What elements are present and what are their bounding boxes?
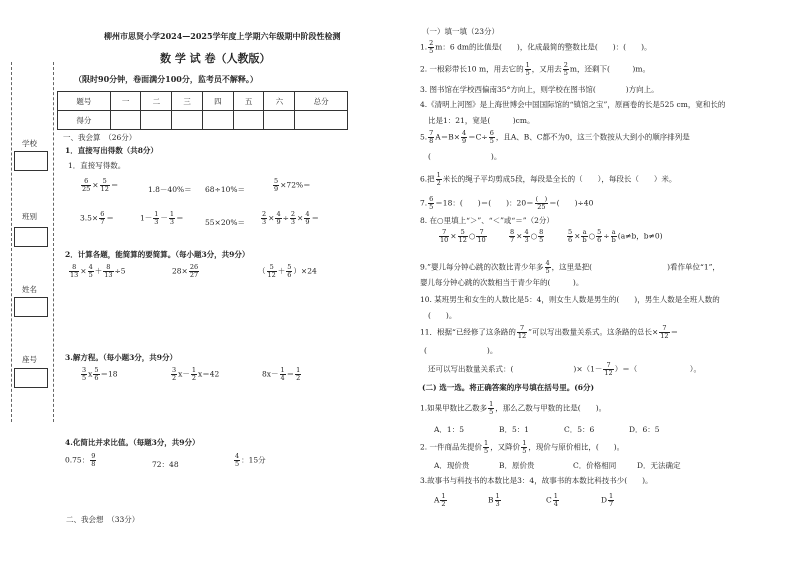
c1-text: 1.如果甲数比乙数多 <box>420 403 488 413</box>
ratio-text: 0.75： <box>65 455 90 465</box>
q5-num: 5. <box>420 132 428 142</box>
part2-heading: 二、我会想 （33分） <box>66 515 140 524</box>
score-cell: 五 <box>233 92 264 111</box>
q5-text: ，且A、B、C都不为0，这三个数按从大到小的顺序排列是 <box>495 132 690 142</box>
seat-field[interactable] <box>14 368 48 388</box>
exam-subtitle: 数 学 试 卷（人教版） <box>160 52 271 65</box>
class-label: 班别 <box>22 212 37 221</box>
score-cell: 得分 <box>58 111 111 130</box>
q11-text: ＝ <box>670 327 679 337</box>
equation-text: x＝42 <box>198 369 220 379</box>
q11-text: ）＝（ ）。 <box>614 364 701 374</box>
score-cell: 总分 <box>295 92 348 111</box>
score-cell: 题号 <box>58 92 111 111</box>
score-input[interactable] <box>233 111 264 130</box>
score-table <box>57 91 348 130</box>
seat-label: 座号 <box>22 355 37 364</box>
q11-line1: 11．根据“已经修了这条路的 $\frac{7}{12}$ ”可以写出数量关系式。这条路的总长× $\frac{7}{12}$ ＝ <box>420 324 679 340</box>
simplify-item: 28× $\frac{26}{27}$ <box>172 263 199 279</box>
q6-text: 米长的绳子平均剪成5段，每段是全长的（ ），每段长（ ）米。 <box>442 174 677 184</box>
score-input[interactable] <box>202 111 233 130</box>
q6: 6.把 $\frac{1}{2}$ 米长的绳子平均剪成5段，每段是全长的（ ），每段长（ ）米。 <box>420 171 677 187</box>
q8-compare: $\frac{8}{7}$ × $\frac{4}{3}$ ○ $\frac{8}{5}$ <box>510 228 544 244</box>
q2: 2. 一根彩带长10 m，用去它的 $\frac{1}{5}$ ，又用去 $\frac{2}{5}$ m，还剩下( )m。 <box>420 61 650 77</box>
exam-note: （限时90分钟，卷面满分100分，监考员不解释。） <box>74 74 258 84</box>
c2-option[interactable]: B．原价贵 <box>499 461 535 470</box>
q8-compare: $\frac{5}{6}$ × $\frac{a}{b}$ ○ $\frac{5}{6}$ ÷ $\frac{a}{b}$ (a≠b，b≠0) <box>568 228 663 244</box>
c3-letter: B <box>488 495 494 505</box>
c2-text: ，又降价 <box>490 442 521 452</box>
q1: 1. $\frac{2}{5}$ m：6 dm的比值是( )，化成最简的整数比是( )：( )。 <box>420 39 652 55</box>
q10-line1: 10. 某班男生和女生的人数比是5：4，则女生人数是男生的( )，男生人数是全班人数的 <box>420 295 720 304</box>
section1-title: 1．直接写出得数（共8分） <box>65 146 158 155</box>
q11-line3: 还可以写出数量关系式：( )×（1－ $\frac{7}{12}$ ）＝（ ）。 <box>428 361 701 377</box>
calc-item: 1.8－40%＝ <box>148 185 192 194</box>
q11-text: 还可以写出数量关系式：( )×（1－ <box>428 364 603 374</box>
c1-option[interactable]: C．5：6 <box>564 425 595 434</box>
equation-item: 8x－ $\frac{1}{4}$ ＝ $\frac{1}{2}$ <box>262 366 301 382</box>
exam-title: 柳州市思贤小学2024—2025学年度上学期六年级期中阶段性检测 <box>104 31 341 41</box>
score-cell: 六 <box>264 92 295 111</box>
score-input[interactable] <box>110 111 141 130</box>
q4-line1: 4.《清明上河图》是上海世博会中国国际馆的“镇馆之宝”，原画卷的长是525 cm，宽和长的 <box>420 100 726 109</box>
q5: 5. $\frac{7}{8}$ A＝B× $\frac{4}{9}$ ＝C÷ $\frac{6}{5}$ ，且A、B、C都不为0，这三个数按从大到小的顺序排列是 <box>420 129 690 145</box>
c1-option[interactable]: B．5：1 <box>499 425 530 434</box>
equation-text: 8x－ <box>262 369 279 379</box>
equation-item: $\frac{3}{2}$ x－ $\frac{1}{2}$ x＝42 <box>172 366 220 382</box>
c2-text: ，现价与原价相比，( )。 <box>528 442 625 452</box>
section4-title: 4.化简比并求比值。（每题3分，共9分） <box>65 438 200 447</box>
simplify-item: $\frac{8}{13}$ × $\frac{4}{5}$ ＋ $\frac{8}{13}$ ÷5 <box>70 263 126 279</box>
choice-heading: (二) 选一选。将正确答案的序号填在括号里。(6分) <box>422 383 595 392</box>
q1-text: m：6 dm的比值是( )，化成最简的整数比是( )：( )。 <box>435 42 652 52</box>
calc-item: $\frac{6}{25}$ × $\frac{5}{12}$ ＝ <box>82 177 119 193</box>
score-cell: 三 <box>172 92 203 111</box>
c3-letter: A <box>434 495 440 505</box>
c1-option[interactable]: D．6：5 <box>629 425 660 434</box>
calc-item: $\frac{5}{9}$ ×72%＝ <box>274 177 311 193</box>
score-input[interactable] <box>141 111 172 130</box>
ratio-item: 0.75： $\frac{9}{8}$ <box>65 452 96 468</box>
q11-text: ”可以写出数量关系式。这条路的总长× <box>528 327 659 337</box>
q2-text: m，还剩下( )m。 <box>569 64 650 74</box>
q8-note: (a≠b，b≠0) <box>617 231 663 241</box>
section2-title: 2．计算各题，能简算的要简算。（每小题3分，共9分） <box>65 250 250 259</box>
q4-line2: 比是1：21，宽是( )cm。 <box>428 116 535 125</box>
ratio-item: 72：48 <box>152 460 179 469</box>
q2-text: 2. 一根彩带长10 m，用去它的 <box>420 64 524 74</box>
c1: 1.如果甲数比乙数多 $\frac{1}{5}$ ，那么乙数与甲数的比是( )。 <box>420 400 607 416</box>
q5-text: ＝C÷ <box>468 132 488 142</box>
score-cell: 二 <box>141 92 172 111</box>
c1-option[interactable]: A．1：5 <box>434 425 464 434</box>
c3-option[interactable]: A $\frac{1}{2}$ <box>434 492 446 508</box>
q3: 3. 图书馆在学校西偏南35°方向上，则学校在图书馆( )方向上。 <box>420 85 659 94</box>
q9-text: ，这里是把( )看作单位“1”， <box>551 262 720 272</box>
q1-num: 1. <box>420 42 428 52</box>
calc-item: 1－ $\frac{1}{3}$ － $\frac{1}{3}$ ＝ <box>140 210 184 226</box>
q5-text: A＝B× <box>435 132 461 142</box>
c2-text: 2. 一件商品先提价 <box>420 442 483 452</box>
q8-compare: $\frac{7}{10}$ × $\frac{5}{12}$ ○ $\frac{7}{10}$ <box>440 228 486 244</box>
section1-sub: 1．直接写得数。 <box>68 161 126 170</box>
equation-text: x－ <box>178 369 190 379</box>
calc-item-text: ×72%＝ <box>280 180 311 190</box>
section3-title: 3.解方程。（每小题3分，共9分） <box>65 353 178 362</box>
score-cell: 一 <box>110 92 141 111</box>
q11-line2: ( )。 <box>424 346 498 355</box>
school-label: 学校 <box>22 139 37 148</box>
q9-line2: 婴儿每分钟心跳的次数相当于青少年的( )。 <box>420 278 584 287</box>
c2: 2. 一件商品先提价 $\frac{1}{5}$ ，又降价 $\frac{1}{5}$ ，现价与原价相比，( )。 <box>420 439 625 455</box>
simplify-item: （ $\frac{5}{12}$ ＋ $\frac{5}{6}$ ）×24 <box>258 263 317 279</box>
q7-text: ＝18：( )＝( )：20＝ <box>435 198 534 208</box>
ratio-text: ：15分 <box>241 455 266 465</box>
class-field[interactable] <box>14 227 48 247</box>
c3: 3.故事书与科技书的本数比是3：4，故事书的本数比科技书少( )。 <box>420 476 653 485</box>
calc-item: 3.5× $\frac{6}{7}$ ＝ <box>80 210 114 226</box>
calc-item: 55×20%＝ <box>205 218 245 227</box>
q7: 7. $\frac{6}{5}$ ＝18：( )＝( )：20＝ $\frac{( )}{25}$ ＝( )÷40 <box>420 195 594 211</box>
ratio-item: $\frac{4}{5}$ ：15分 <box>235 452 266 468</box>
score-input[interactable] <box>295 111 348 130</box>
c3-option[interactable]: D $\frac{1}{7}$ <box>601 492 614 508</box>
binding-line-right <box>53 62 54 422</box>
q9-text: 9.”婴儿每分钟心跳的次数比青少年多 <box>420 262 544 272</box>
calc-item: 68÷10%＝ <box>205 185 245 194</box>
c1-text: ，那么乙数与甲数的比是( )。 <box>495 403 607 413</box>
q9-line1: 9.”婴儿每分钟心跳的次数比青少年多 $\frac{4}{5}$ ，这里是把( )看作单位“1”， <box>420 259 720 275</box>
score-input[interactable] <box>172 111 203 130</box>
c2-option[interactable]: C．价格相同 <box>573 461 617 470</box>
c3-letter: D <box>601 495 608 505</box>
q11-text: 11．根据“已经修了这条路的 <box>420 327 516 337</box>
c3-option[interactable]: B $\frac{1}{3}$ <box>488 492 500 508</box>
q10-line2: ( )。 <box>428 311 457 320</box>
q2-text: ，又用去 <box>531 64 562 74</box>
q7-num: 7. <box>420 198 428 208</box>
equation-item: $\frac{3}{5}$ x $\frac{5}{6}$ ＝18 <box>82 366 118 382</box>
score-input[interactable] <box>264 111 295 130</box>
q6-text: 6.把 <box>420 174 435 184</box>
q7-text: ＝( )÷40 <box>549 198 594 208</box>
binding-line-left <box>11 62 12 422</box>
q8: 8. 在○里填上“＞”、“＜”或“＝”（2分） <box>420 216 554 225</box>
c3-option[interactable]: C $\frac{1}{4}$ <box>546 492 558 508</box>
equation-text: ＝18 <box>100 369 118 379</box>
c2-option[interactable]: A．现价贵 <box>434 461 470 470</box>
score-cell: 四 <box>202 92 233 111</box>
name-field[interactable] <box>14 297 48 317</box>
q5-answer: ( )。 <box>428 152 502 161</box>
fill-heading: （一）填一填（23分） <box>422 27 500 36</box>
school-field[interactable] <box>14 151 48 171</box>
equation-text: ＝ <box>286 369 295 379</box>
calc-item: $\frac{2}{3}$ × $\frac{4}{9}$ ÷ $\frac{2}{3}$ × $\frac{4}{9}$ ＝ <box>262 210 319 226</box>
name-label: 姓名 <box>22 285 37 294</box>
part1-heading: 一、我会算 （26分） <box>63 133 137 142</box>
c3-letter: C <box>546 495 552 505</box>
c2-option[interactable]: D．无法确定 <box>637 461 681 470</box>
